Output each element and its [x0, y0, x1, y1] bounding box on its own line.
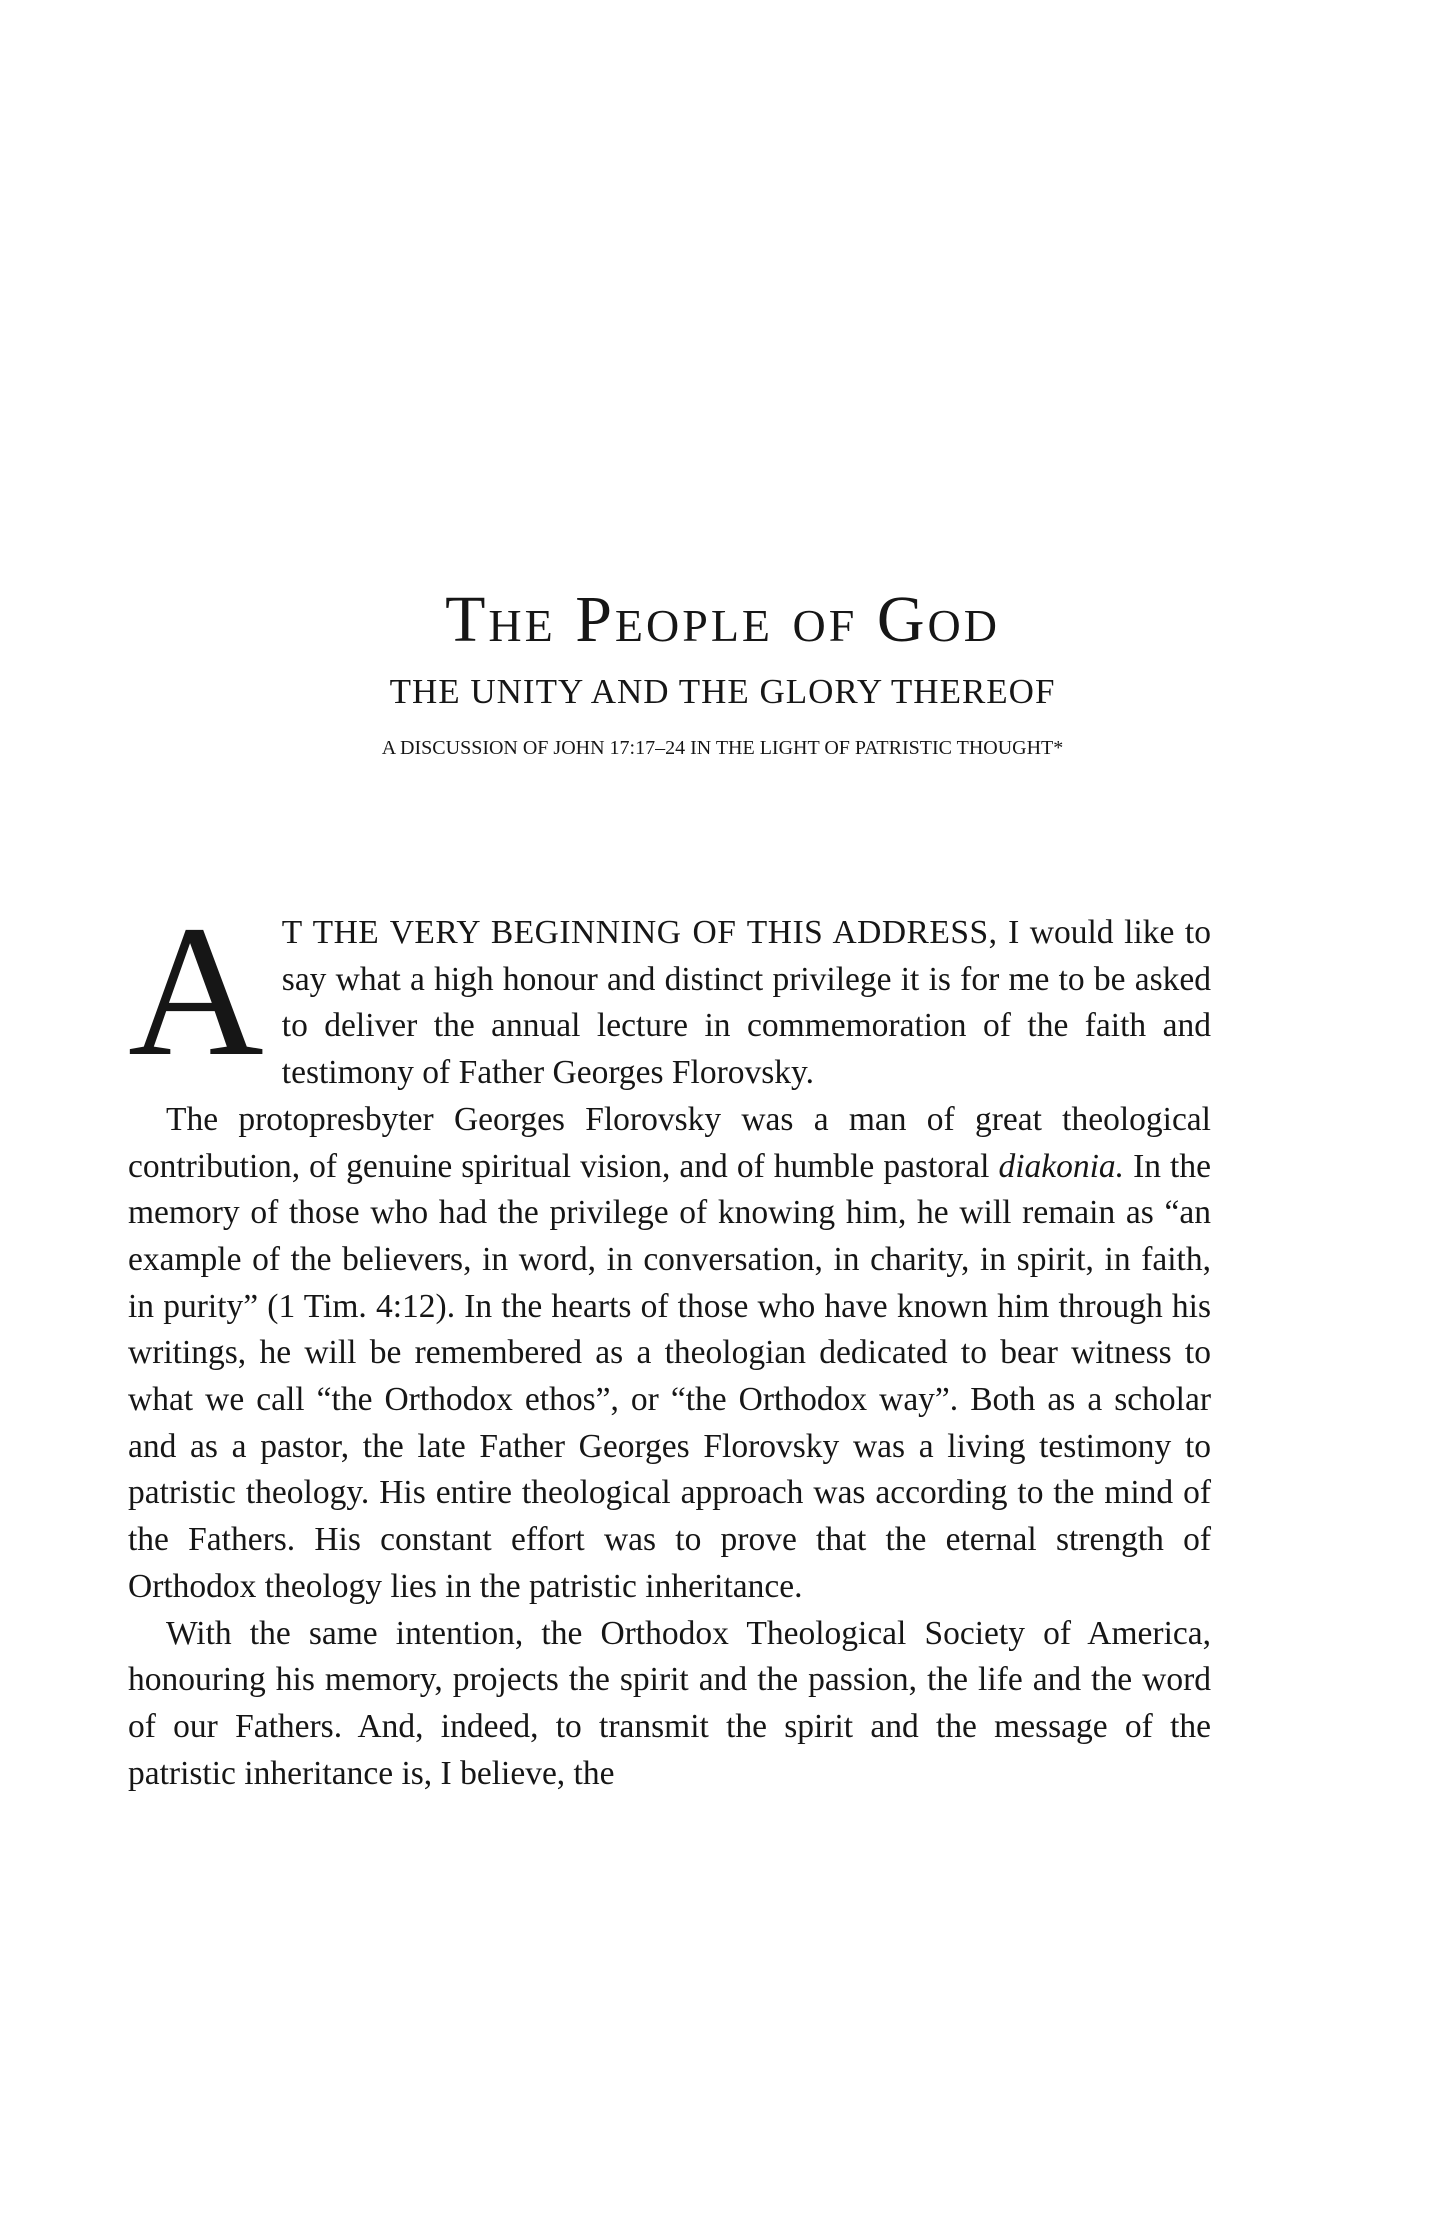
drop-cap: A: [128, 886, 264, 1095]
paragraph-2: [128, 1097, 1211, 1611]
chapter-subsubtitle: A DISCUSSION OF JOHN 17:17–24 IN THE LIGHT OF PATRISTIC THOUGHT*: [381, 737, 1064, 759]
body-text: [128, 886, 1211, 1797]
paragraph-2-text-after: In the memory of those who had the privilege of knowing him, he will remain as “an example of the believers, in word, in conversation, in charity, in spirit, in faith, in purity” (1 Tim. 4:12). In the hearts of those who have known him through his writings, he will be remembered as a theologian dedicated to bear witness to what we call “the Orthodox ethos”, or “the Orthodox way”. Both as a scholar and as a pastor, the late Father Georges Florovsky was a living testimony to patristic theology. His entire theological approach was according to the mind of the Fathers. His constant effort was to prove that the eternal strength of Orthodox theology lies in the patristic inheritance.: [128, 1147, 1211, 1605]
paragraph-3: [128, 1611, 1211, 1798]
chapter-subtitle: THE UNITY AND THE GLORY THEREOF: [389, 672, 1056, 711]
title-block: [0, 580, 1445, 762]
paragraph-1-text: I would like to say what a high honour and distinct privilege it is for me to be asked to deliver the annual lecture in commemoration of the faith and testimony of Father Georges Florovsky.: [281, 914, 1211, 1092]
paragraph-1: [128, 886, 1211, 1097]
chapter-title: The People of God: [445, 583, 1000, 656]
paragraph-2-text-before: The protopresbyter Georges Florovsky was a man of great theological contribution, of genuine spiritual vision, and of humble pastoral: [128, 1100, 1211, 1185]
paragraph-2-italic: diakonia.: [998, 1147, 1125, 1185]
lead-in-small-caps: T THE VERY BEGINNING OF THIS ADDRESS,: [281, 914, 998, 951]
paragraph-3-text: With the same intention, the Orthodox Theological Society of America, honouring his memory, projects the spirit and the passion, the life and the word of our Fathers. And, indeed, to transmit the spirit and the message of the patristic inheritance is, I believe, the: [128, 1614, 1211, 1792]
